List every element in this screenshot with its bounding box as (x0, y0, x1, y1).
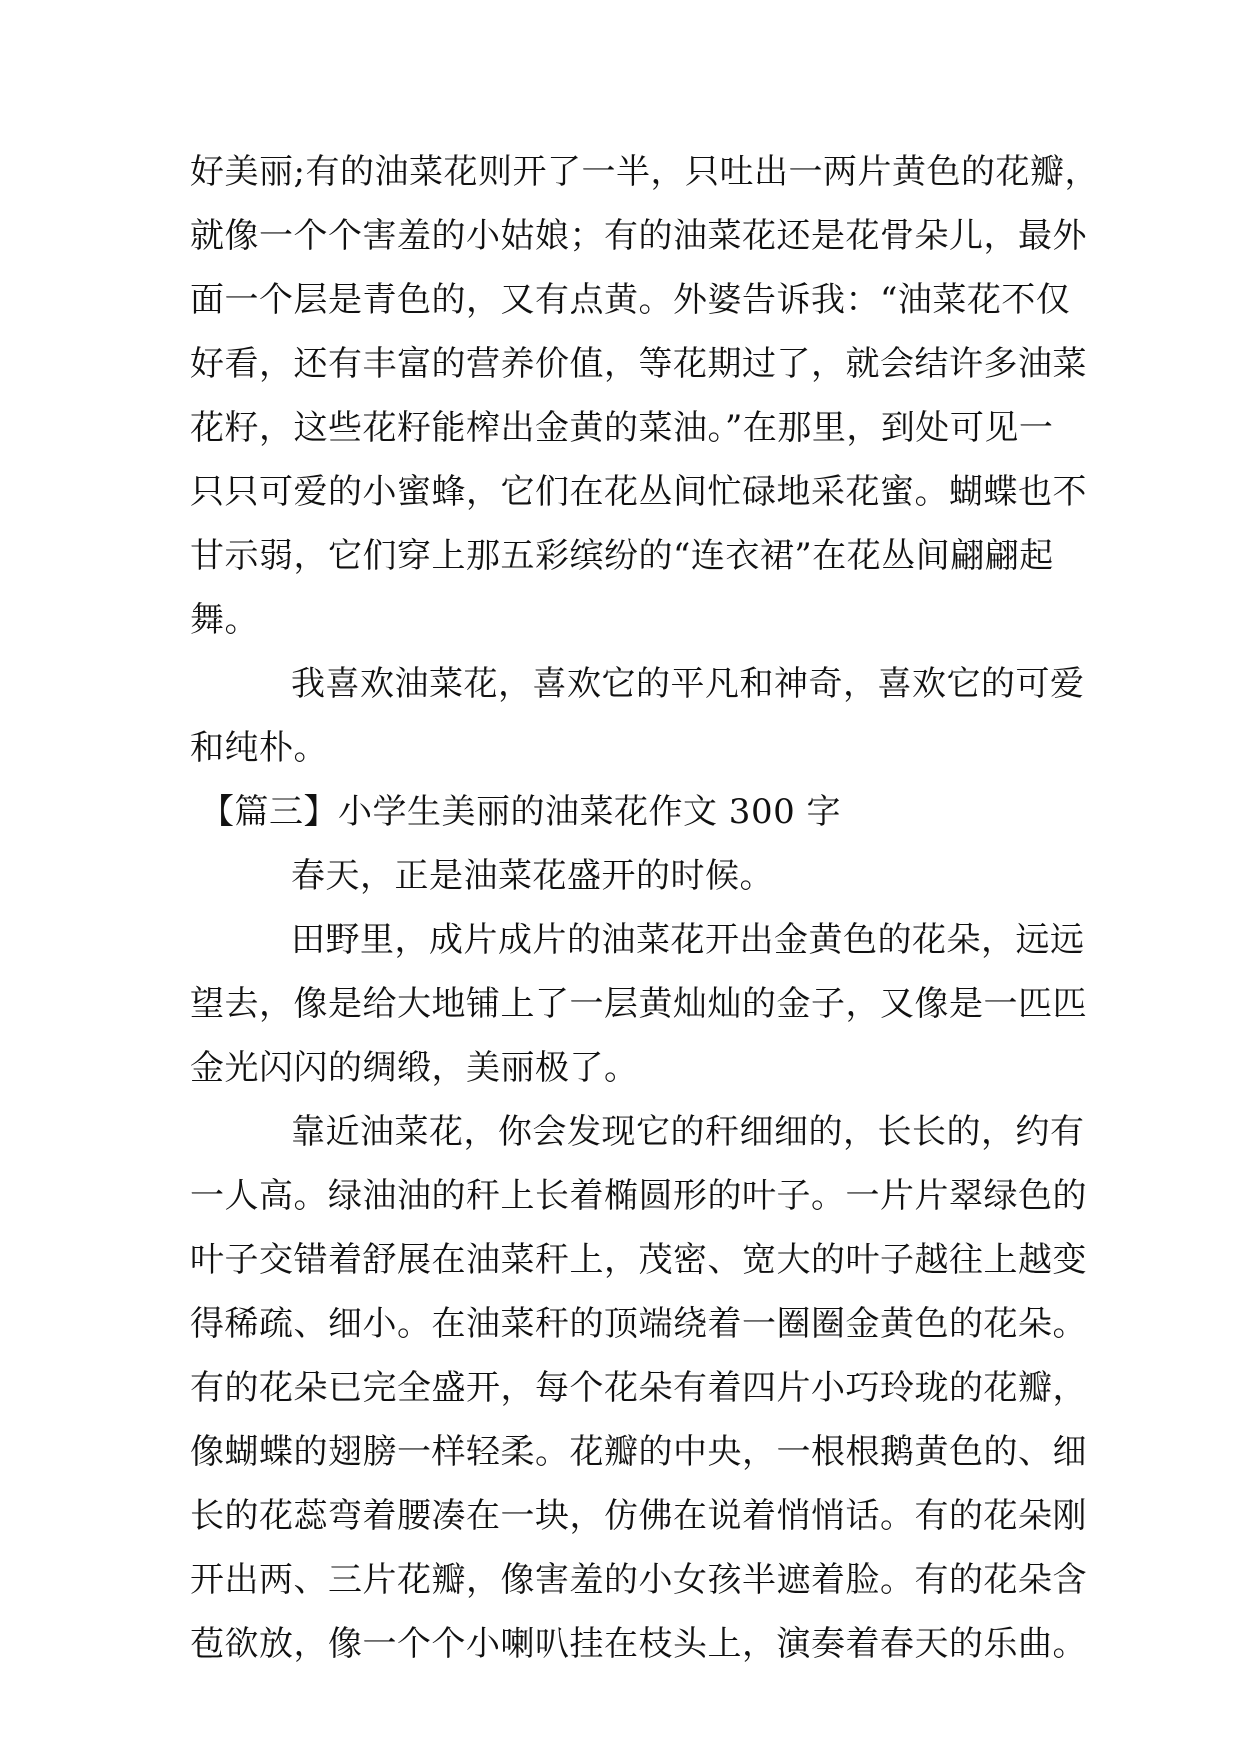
text-line: 好看，还有丰富的营养价值，等花期过了，就会结许多油菜 (190, 344, 1087, 384)
text-line: 叶子交错着舒展在油菜秆上，茂密、宽大的叶子越往上越变 (190, 1240, 1087, 1280)
text-line: 好美丽;有的油菜花则开了一半，只吐出一两片黄色的花瓣， (190, 152, 1099, 192)
text-line: 开出两、三片花瓣，像害羞的小女孩半遮着脸。有的花朵含 (190, 1560, 1087, 1600)
text-line: 舞。 (190, 600, 259, 640)
text-line: 我喜欢油菜花，喜欢它的平凡和神奇，喜欢它的可爱 (291, 664, 1085, 704)
text-line: 长的花蕊弯着腰凑在一块，仿佛在说着悄悄话。有的花朵刚 (190, 1496, 1087, 1536)
text-line: 春天，正是油菜花盛开的时候。 (291, 856, 774, 896)
text-line: 有的花朵已完全盛开，每个花朵有着四片小巧玲珑的花瓣， (190, 1368, 1087, 1408)
text-line: 只只可爱的小蜜蜂，它们在花丛间忙碌地采花蜜。蝴蝶也不 (190, 472, 1087, 512)
text-line: 金光闪闪的绸缎，美丽极了。 (190, 1048, 639, 1088)
text-line: 靠近油菜花，你会发现它的秆细细的，长长的，约有 (291, 1112, 1085, 1152)
text-line: 和纯朴。 (190, 728, 328, 768)
text-line: 田野里，成片成片的油菜花开出金黄色的花朵，远远 (291, 920, 1085, 960)
text-line: 甘示弱，它们穿上那五彩缤纷的“连衣裙”在花丛间翩翩起 (190, 536, 1054, 576)
text-line: 苞欲放，像一个个小喇叭挂在枝头上，演奏着春天的乐曲。 (190, 1624, 1087, 1664)
text-line: 就像一个个害羞的小姑娘；有的油菜花还是花骨朵儿，最外 (190, 216, 1087, 256)
text-line: 面一个层是青色的，又有点黄。外婆告诉我：“油菜花不仅 (190, 280, 1071, 320)
text-line: 花籽，这些花籽能榨出金黄的菜油。”在那里，到处可见一 (190, 408, 1054, 448)
text-line: 望去，像是给大地铺上了一层黄灿灿的金子，又像是一匹匹 (190, 984, 1087, 1024)
text-line: 得稀疏、细小。在油菜秆的顶端绕着一圈圈金黄色的花朵。 (190, 1304, 1087, 1344)
text-line: 像蝴蝶的翅膀一样轻柔。花瓣的中央，一根根鹅黄色的、细 (190, 1432, 1087, 1472)
text-line: 一人高。绿油油的秆上长着椭圆形的叶子。一片片翠绿色的 (190, 1176, 1087, 1216)
section-heading: 【篇三】小学生美丽的油菜花作文 300 字 (200, 792, 842, 832)
